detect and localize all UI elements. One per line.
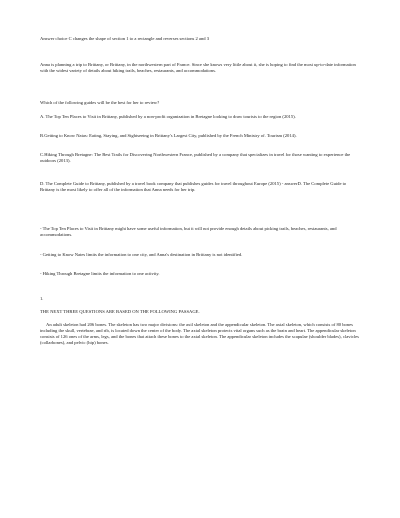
choice-a-text: A. The Top Ten Places to Visit in Brittany, published by a non-profit organization in Bretagne looking to draw tourists to the region (2015). (40, 114, 296, 119)
answer-choice-d (40, 181, 360, 193)
explanation-1-text: - The Top Ten Places to Visit in Brittany might have some useful information, but it will not provide enough details about picking trails, beaches, restaurants, and accommodations. (40, 226, 337, 237)
explanation-1 (40, 226, 360, 238)
question-text: Which of the following guides will be the best for her to review? (40, 100, 160, 105)
answer-choice-a (40, 114, 360, 120)
answer-choice-c (40, 152, 360, 164)
question-number-text: 1. (40, 296, 44, 301)
explanation-2 (40, 252, 360, 258)
skeleton-passage-text: An adult skeleton had 206 bones. The skeleton has two major divisions: the axil skeleton and the appendicular skeleton. The axial skeleton, which consists of 80 bones including the skull, vertebrae, and rib, is located down the center of the body. The axial skeleton protects vital organs such as the brain and heart. The appendicular skeleton consists of 126 ones of the arms, legs, and the bones that attach these bones to the axial skeleton. The appendicular skeleton includes the scapulae (shoulder blades), clavicles (collarbones), and pelvic (hip) bones. (40, 322, 359, 345)
intro-text: Answer choice C changes the shape of section 1 to a rectangle and reverses sections 2 and 3 (40, 36, 210, 41)
passage-text: Anna is planning a trip to Brittany, or Brittany, in the northwestern part of France. Since she knows very little about it, she is hoping to find the most up-to-date information with the widest variety of details about hiking trails, beaches, restaurants, and accommodations. (40, 62, 356, 73)
intro-note (40, 36, 360, 42)
question-number (40, 296, 360, 302)
explanation-3 (40, 271, 360, 277)
answer-choice-b (40, 133, 360, 139)
choice-b-text: B.Getting to Know Natas: Eating, Staying, and Sightseeing in Brittany's Largest City, published by the French Ministry of. Tourism (2014). (40, 133, 297, 138)
choice-d-text: D. The Complete Guide to Brittany, published by a travel book company that publishes guides for travel throughout Europe (2015) - answerD. The Complete Guide to Brittany is the most likely to offer all of the information that Anna needs for her trip. (40, 181, 347, 192)
question-prompt (40, 100, 360, 106)
explanation-2-text: - Getting to Know Nates limits the information to one city, and Anna's destination in Brittany is not identified. (40, 252, 243, 257)
section-heading-text: THE NEXT THREE QUESTIONS ARE BASED ON THE FOLLOWING PASSAGE. (40, 309, 200, 314)
explanation-3-text: - Hiking Through Bretagne limits the information to one activity. (40, 271, 160, 276)
section-heading (40, 309, 360, 315)
skeleton-passage (40, 322, 360, 346)
scenario-passage (40, 62, 360, 74)
choice-c-text: C.Hiking Through Bretagne: The Best Trails for Discovering Northwestern France, published by a company that specializes in travel for those wanting to experience the outdoors (2013). (40, 152, 351, 163)
